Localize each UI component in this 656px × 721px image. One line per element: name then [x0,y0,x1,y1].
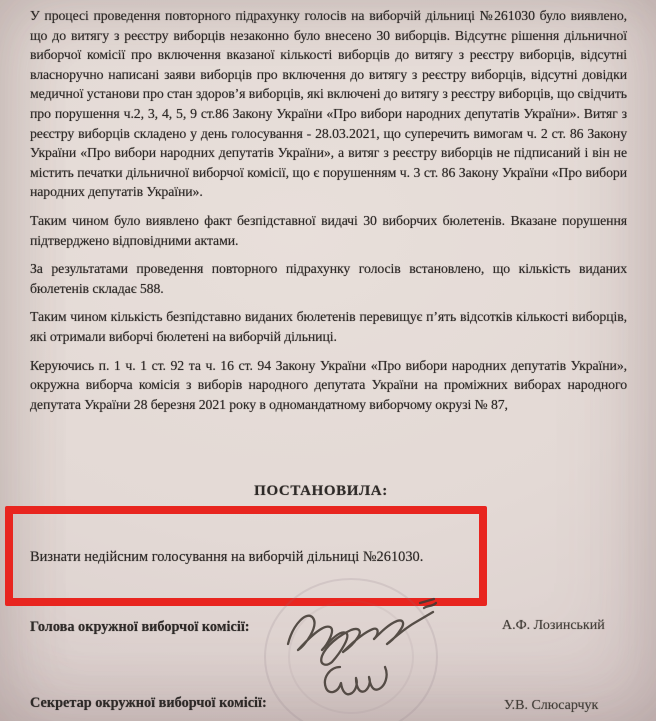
paragraph-3: За результатами проведення повторного підрахунку голосів встановлено, що кількість виданих бюлетенів складає 588. [30,261,627,296]
document-body [30,6,627,423]
resolution-text: Визнати недійсним голосування на виборчій дільниці №261030. [30,549,424,565]
chair-label: Голова окружної виборчої комісії: [30,619,250,635]
secretary-signature-handwriting [318,658,400,708]
paragraph-1: У процесі проведення повторного підрахунку голосів на виборчій дільниці №261030 було виявлено, що до витягу з реєстру виборців незаконно було внесено 30 виборців. Відсутнє рішення дільничної виборчої комісії про включення вказаної кількості виборців до витягу з реєстру виборців, відсутні власноручно написані заяви виборців про включення до витягу з реєстру виборців, відсутні довідки медичної установи про стан здоров’я виборців, які включені до витягу з реєстру виборців, що свідчить про порушення ч.2, 3, 4, 5, 9 ст.86 Закону України «Про вибори народних депутатів України». Витяг з реєстру виборців складено у день голосування - 28.03.2021, що суперечить вимогам ч. 2 ст. 86 Закону України «Про вибори народних депутатів України», а витяг з реєстру виборців не підписаний і він не містить печатки дільничної виборчої комісії, що є порушенням ч. 3 ст. 86 Закону України «Про вибори народних депутатів України». [30,8,627,200]
chair-name: А.Ф. Лозинський [502,618,605,633]
resolution-heading: ПОСТАНОВИЛА: [254,483,388,499]
secretary-label: Секретар окружної виборчої комісії: [30,695,267,711]
secretary-name: У.В. Слюсарчук [504,698,599,713]
paragraph-4: Таким чином кількість безпідставно виданих бюлетенів перевищує п’ять відсотків кількості виборців, які отримали виборчі бюлетені на виборчій дільниці. [30,309,627,344]
paragraph-5: Керуючись п. 1 ч. 1 ст. 92 та ч. 16 ст. 94 Закону України «Про вибори народних депутатів України», окружна виборча комісія з виборів народного депутата України на проміжних виборах народного депутата України 28 березня 2021 року в одномандатному виборчому окрузі № 87, [30,357,627,412]
paragraph-2: Таким чином було виявлено факт безпідставної видачі 30 виборчих бюлетенів. Вказане порушення підтверджено відповідними актами. [30,212,627,248]
